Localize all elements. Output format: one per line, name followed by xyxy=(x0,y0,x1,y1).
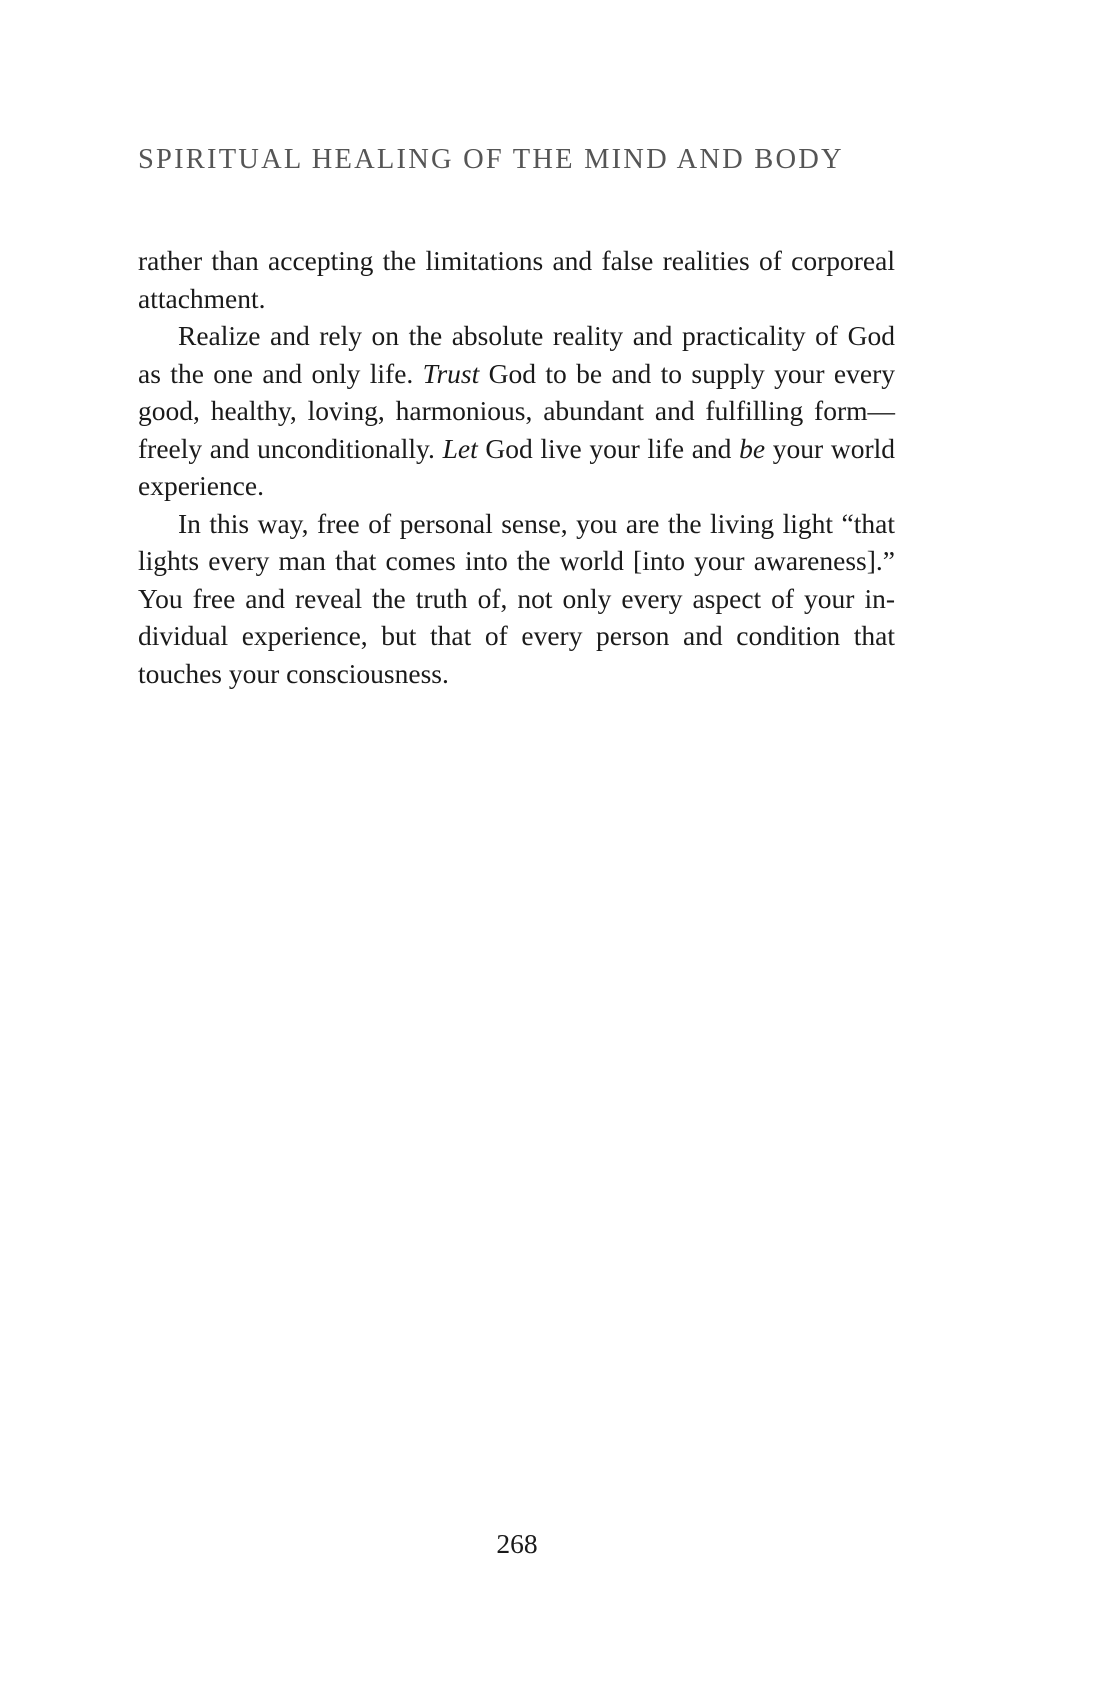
text-line: rather than accepting the limitations and false realities of corporeal xyxy=(138,245,895,276)
text-line: freely and unconditionally. Let God live your life and be your world xyxy=(138,432,895,464)
text-line: dividual experience, but that of every person and condition that xyxy=(138,620,895,651)
paragraph-first-line: Realize and rely on the absolute reality and practicality of God xyxy=(178,320,895,351)
page-number: 268 xyxy=(496,1528,538,1559)
running-head: SPIRITUAL HEALING OF THE MIND AND BODY xyxy=(138,144,844,175)
text-line: as the one and only life. Trust God to be and to supply your every xyxy=(138,357,895,389)
text-line: attachment. xyxy=(138,282,266,314)
text-line: experience. xyxy=(138,470,264,501)
text-line: You free and reveal the truth of, not only every aspect of your in- xyxy=(138,582,895,614)
text-line: touches your consciousness. xyxy=(138,657,449,689)
body-text xyxy=(138,242,895,692)
text-line: lights every man that comes into the world [into your awareness].” xyxy=(138,545,895,576)
text-line: good, healthy, loving, harmonious, abundant and fulfilling form— xyxy=(138,395,895,426)
italic-word: Let xyxy=(442,432,478,464)
italic-word: Trust xyxy=(422,357,480,389)
paragraph-first-line: In this way, free of personal sense, you are the living light “that xyxy=(178,507,895,539)
italic-word: be xyxy=(739,432,766,464)
